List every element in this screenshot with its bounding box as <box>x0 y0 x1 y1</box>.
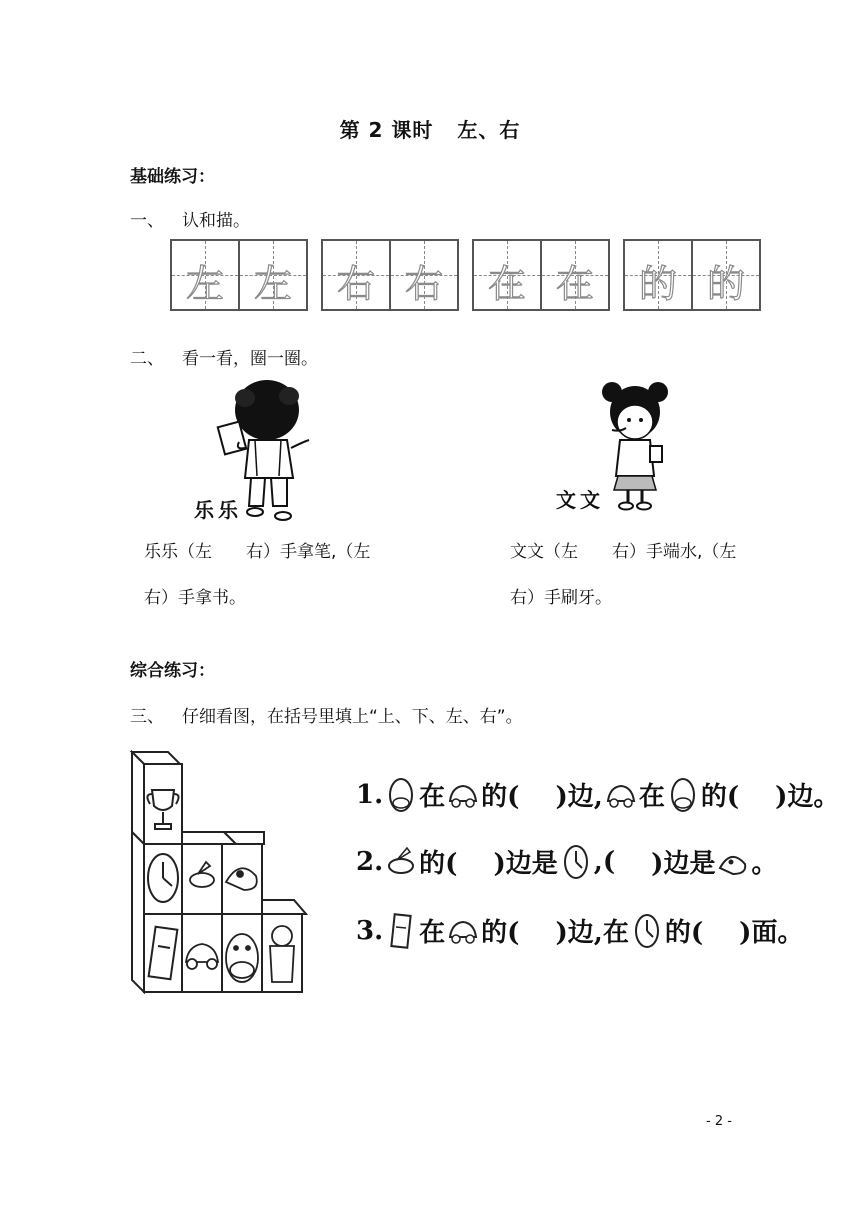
book-icon <box>385 913 417 949</box>
tracing-cell: 的 <box>693 241 759 309</box>
clock-icon <box>631 913 663 949</box>
q3-line-2: 2. 的( )边是 ,( )边是 。 <box>356 843 777 880</box>
hippo-icon <box>667 777 699 813</box>
girl-label: 文文 <box>556 488 604 512</box>
boy-question-line-2: 右）手拿书。 <box>144 588 246 608</box>
page-title <box>0 114 860 143</box>
section-comprehensive: 综合练习： <box>130 661 215 681</box>
car-icon <box>605 777 637 813</box>
boy-question-line-1: 乐乐（左 右）手拿笔,（左 <box>144 542 371 562</box>
tracing-cell: 左 <box>172 241 240 309</box>
tracing-cell: 左 <box>240 241 306 309</box>
clock-icon <box>148 854 178 902</box>
hippo-icon <box>226 934 258 982</box>
tracing-grid-2 <box>321 239 459 311</box>
tracing-cell: 在 <box>542 241 608 309</box>
question-2-text: 看一看，圈一圈。 <box>182 349 318 369</box>
boy-question-text <box>144 529 370 621</box>
boy-label: 乐乐 <box>194 498 242 522</box>
q3-line-3-number: 3. <box>356 915 384 946</box>
page-number: - 2 - <box>706 1114 732 1129</box>
q3-line-1-number: 1. <box>356 779 384 810</box>
tracing-cell: 右 <box>323 241 391 309</box>
question-1-number: 一、 <box>130 211 164 231</box>
question-2-number: 二、 <box>130 349 164 369</box>
bird-icon <box>385 844 417 880</box>
tracing-cell: 在 <box>474 241 542 309</box>
clock-icon <box>560 844 592 880</box>
cube-shelf-figure <box>128 750 308 1000</box>
q3-line-2-number: 2. <box>356 846 384 877</box>
question-1-text: 认和描。 <box>182 211 250 231</box>
doll-icon <box>270 926 294 982</box>
tracing-cell: 右 <box>391 241 457 309</box>
q3-line-1: 1. 在 的( )边, 在 的( )边。 <box>356 776 839 813</box>
girl-question-text <box>510 529 736 621</box>
tracing-cell: 的 <box>625 241 693 309</box>
tracing-grid-1 <box>170 239 308 311</box>
tracing-grid-3 <box>472 239 610 311</box>
lesson-topic: 左、右 <box>457 118 521 142</box>
section-basic: 基础练习： <box>130 167 215 187</box>
q3-line-3: 3. 在 的( )边,在 的( )面。 <box>356 912 803 949</box>
question-3-text: 仔细看图，在括号里填上“上、下、左、右”。 <box>182 707 523 727</box>
hat-icon <box>717 844 749 880</box>
hippo-icon <box>385 777 417 813</box>
girl-question-line-1: 文文（左 右）手端水,（左 <box>510 542 737 562</box>
lesson-number: 第 2 课时 <box>339 118 434 142</box>
question-3 <box>130 702 523 727</box>
girl-question-line-2: 右）手刷牙。 <box>510 588 612 608</box>
tracing-grid-4 <box>623 239 761 311</box>
question-1 <box>130 206 250 231</box>
question-3-number: 三、 <box>130 707 164 727</box>
question-2 <box>130 344 318 369</box>
car-icon <box>447 777 479 813</box>
car-icon <box>447 913 479 949</box>
